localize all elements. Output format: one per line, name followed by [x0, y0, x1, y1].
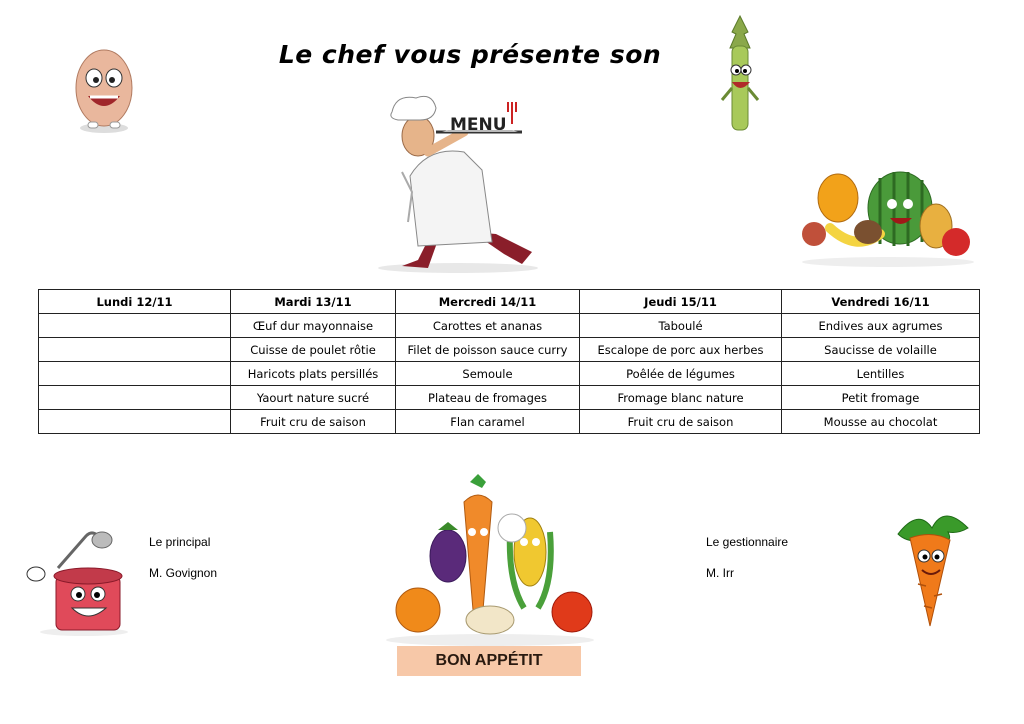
table-cell: Carottes et ananas	[396, 314, 580, 338]
table-cell: Taboulé	[580, 314, 782, 338]
table-cell: Fruit cru de saison	[580, 410, 782, 434]
pot-icon	[22, 530, 134, 638]
table-cell: Cuisse de poulet rôtie	[231, 338, 396, 362]
table-row	[39, 410, 980, 434]
table-cell: Mousse au chocolat	[782, 410, 980, 434]
table-row	[39, 362, 980, 386]
egg-icon	[68, 44, 140, 136]
table-cell: Œuf dur mayonnaise	[231, 314, 396, 338]
fruits-group-icon	[796, 164, 978, 268]
table-cell: Endives aux agrumes	[782, 314, 980, 338]
table-cell: Fromage blanc nature	[580, 386, 782, 410]
carrot-icon	[888, 504, 976, 630]
gestionnaire-role: Le gestionnaire	[706, 535, 789, 549]
table-cell: Poêlée de légumes	[580, 362, 782, 386]
table-cell	[39, 362, 231, 386]
column-header: Jeudi 15/11	[580, 290, 782, 314]
menu-sign-text: MENU	[450, 115, 507, 135]
principal-role: Le principal	[149, 535, 211, 549]
table-cell: Saucisse de volaille	[782, 338, 980, 362]
column-header: Lundi 12/11	[39, 290, 231, 314]
table-header-row	[39, 290, 980, 314]
chef-icon	[372, 92, 552, 274]
table-cell: Semoule	[396, 362, 580, 386]
menu-table	[38, 289, 980, 434]
table-cell: Yaourt nature sucré	[231, 386, 396, 410]
column-header: Mardi 13/11	[231, 290, 396, 314]
vegetables-group-icon	[378, 472, 602, 648]
gestionnaire-name: M. Irr	[706, 566, 734, 580]
table-cell: Lentilles	[782, 362, 980, 386]
table-cell: Haricots plats persillés	[231, 362, 396, 386]
principal-name: M. Govignon	[149, 566, 218, 580]
table-cell: Fruit cru de saison	[231, 410, 396, 434]
column-header: Mercredi 14/11	[396, 290, 580, 314]
table-cell	[39, 314, 231, 338]
table-cell: Plateau de fromages	[396, 386, 580, 410]
table-cell: Petit fromage	[782, 386, 980, 410]
table-row	[39, 386, 980, 410]
column-header: Vendredi 16/11	[782, 290, 980, 314]
table-cell	[39, 338, 231, 362]
table-row	[39, 338, 980, 362]
table-cell	[39, 410, 231, 434]
table-cell	[39, 386, 231, 410]
table-cell: Flan caramel	[396, 410, 580, 434]
table-row	[39, 314, 980, 338]
asparagus-icon	[718, 12, 762, 134]
table-cell: Filet de poisson sauce curry	[396, 338, 580, 362]
table-cell: Escalope de porc aux herbes	[580, 338, 782, 362]
bon-appetit-banner: BON APPÉTIT	[397, 646, 581, 676]
page-title: Le chef vous présente son	[278, 40, 662, 69]
